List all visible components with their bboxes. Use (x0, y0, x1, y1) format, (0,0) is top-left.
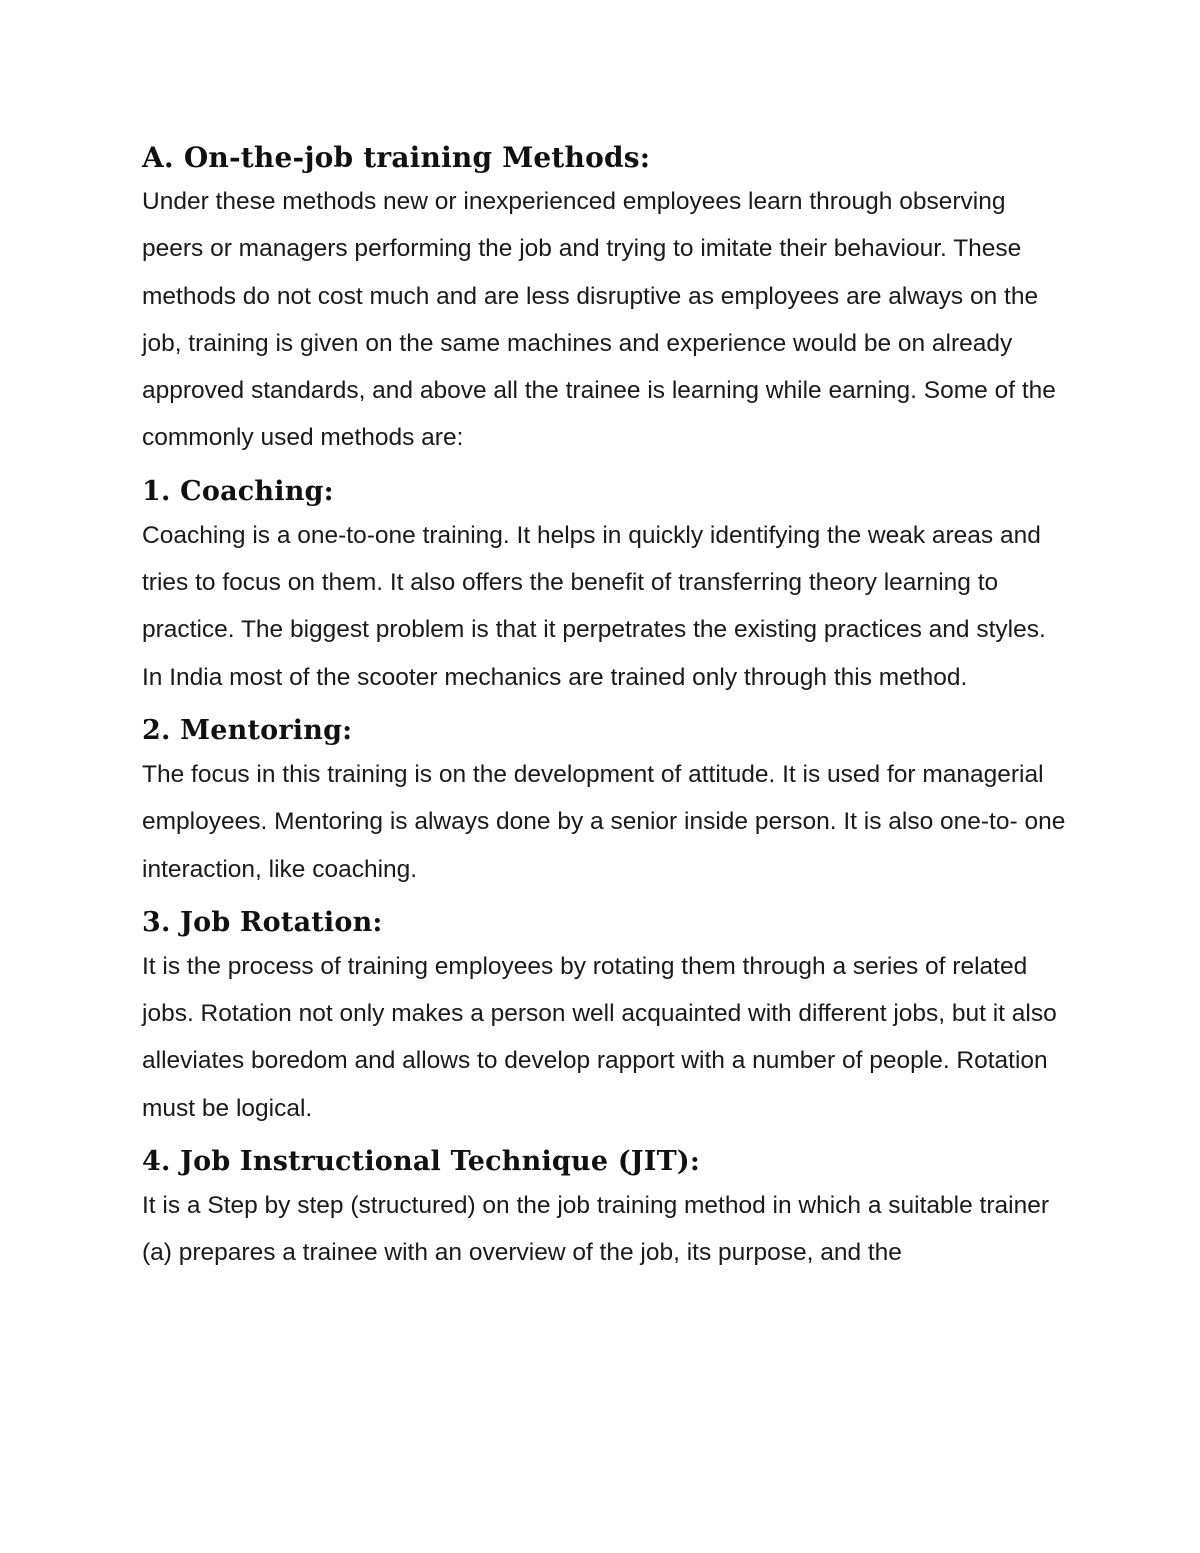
section-coaching (142, 472, 1067, 701)
main-heading: A. On-the-job training Methods: (142, 141, 651, 174)
section-heading: 2. Mentoring: (142, 714, 353, 746)
section-heading: 1. Coaching: (142, 475, 334, 507)
section-paragraph: Coaching is a one-to-one training. It helps in quickly identifying the weak areas and tries to focus on them. It also offers the benefit of transferring theory learning to practice. The biggest problem is that it perpetrates the existing practices and styles. In India most of the scooter mechanics are trained only through this method. (142, 521, 1046, 691)
document-content (142, 138, 1067, 1277)
section-heading: 4. Job Instructional Technique (JIT): (142, 1146, 701, 1178)
section-paragraph: It is a Step by step (structured) on the job training method in which a suitable trainer (a) prepares a trainee with an overview of the job, its purpose, and the (142, 1192, 1049, 1267)
section-mentoring (142, 711, 1067, 893)
section-job-rotation (142, 903, 1067, 1132)
section-paragraph: The focus in this training is on the development of attitude. It is used for managerial employees. Mentoring is always done by a senior inside person. It is also one-to- one interaction, like coaching. (142, 760, 1066, 883)
section-paragraph: It is the process of training employees by rotating them through a series of related jobs. Rotation not only makes a person well acquainted with different jobs, but it also alleviates boredom and allows to develop rapport with a number of people. Rotation must be logical. (142, 952, 1057, 1122)
section-heading: 3. Job Rotation: (142, 906, 383, 938)
intro-paragraph: Under these methods new or inexperienced employees learn through observing peers or managers performing the job and trying to imitate their behaviour. These methods do not cost much and are less disruptive as employees are always on the job, training is given on the same machines and experience would be on already approved standards, and above all the trainee is learning while earning. Some of the commonly used methods are: (142, 188, 1056, 452)
section-job-instructional-technique (142, 1142, 1067, 1277)
